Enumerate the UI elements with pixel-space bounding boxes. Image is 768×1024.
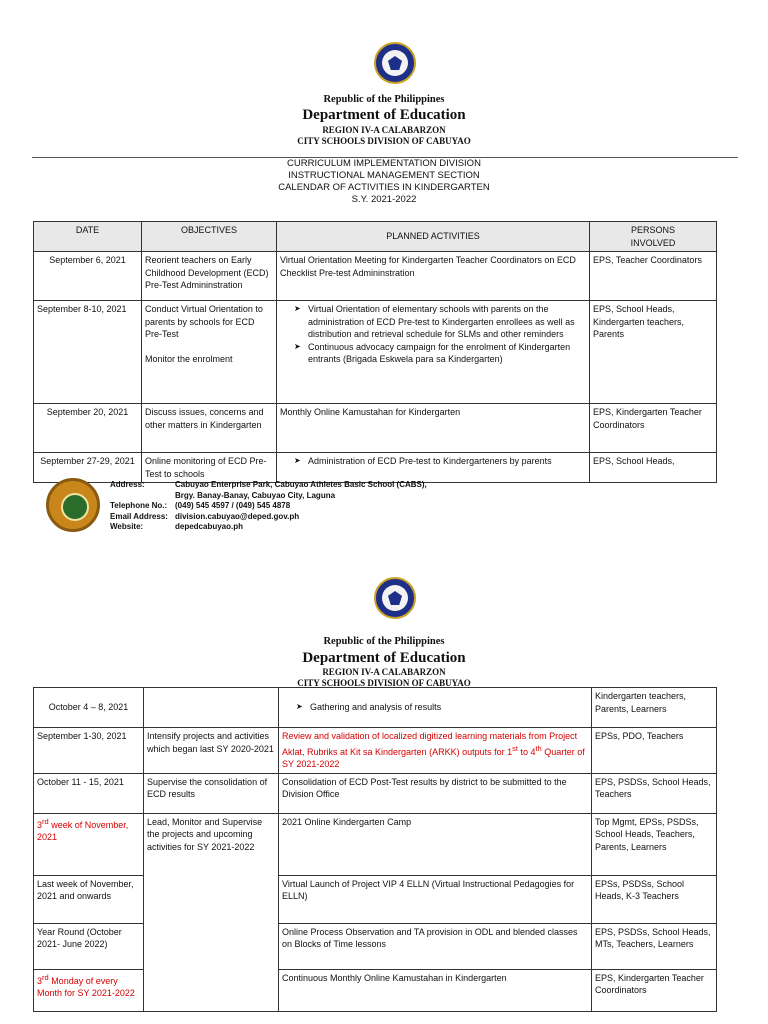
list-item: ➤ Gathering and analysis of results: [310, 701, 588, 714]
table-row: [34, 813, 717, 875]
row-persons: EPS, Kindergarten Teacher Coordinators: [592, 969, 717, 1011]
row-objective: Intensify projects and activities which began last SY 2020-2021: [144, 728, 279, 774]
row-objective: Discuss issues, concerns and other matters in Kindergarten: [142, 404, 277, 453]
row-persons: EPSs, PSDSs, School Heads, K-3 Teachers: [592, 875, 717, 923]
header-activities: PLANNED ACTIVITIES: [277, 222, 590, 252]
title-line-1: CURRICULUM IMPLEMENTATION DIVISION: [287, 158, 481, 169]
row-objective: [142, 301, 277, 404]
table-row: [34, 301, 717, 404]
deped-seal: [374, 577, 416, 619]
header-date: DATE: [34, 222, 142, 252]
row-persons: EPS, PSDSs, School Heads, Teachers: [592, 773, 717, 813]
footer-telephone: Telephone No.: (049) 545 4597 / (049) 545 4878: [110, 501, 291, 510]
department-heading: Department of Education: [302, 107, 466, 123]
row-date: September 1-30, 2021: [34, 728, 144, 774]
republic-heading: Republic of the Philippines: [323, 94, 445, 105]
footer-website: Website: depedcabuyao.ph: [110, 522, 244, 531]
row-objective: Supervise the consolidation of ECD results: [144, 773, 279, 813]
deped-seal: [374, 42, 416, 84]
row-activity: Virtual Launch of Project VIP 4 ELLN (Virtual Instructional Pedagogies for ELLN): [279, 875, 592, 923]
row-date: 3rd week of November, 2021: [34, 813, 144, 875]
row-activity: 2021 Online Kindergarten Camp: [279, 813, 592, 875]
row-persons: EPS, Kindergarten Teacher Coordinators: [590, 404, 717, 453]
row-date: October 11 - 15, 2021: [34, 773, 144, 813]
table-row: [34, 688, 717, 728]
row-objective: Lead, Monitor and Supervise the projects and upcoming activities for SY 2021-2022: [144, 813, 279, 1011]
row-date: Year Round (October 2021- June 2022): [34, 923, 144, 969]
division-footer: [46, 476, 736, 536]
republic-heading: Republic of the Philippines: [323, 636, 445, 647]
title-line-2: INSTRUCTIONAL MANAGEMENT SECTION: [288, 170, 480, 181]
row-persons: EPSs, PDO, Teachers: [592, 728, 717, 774]
table-row: [34, 875, 717, 923]
row-activity: Monthly Online Kamustahan for Kindergarten: [277, 404, 590, 453]
division-logo: [46, 478, 100, 532]
row-date: October 4 – 8, 2021: [34, 688, 144, 728]
title-line-3: CALENDAR OF ACTIVITIES IN KINDERGARTEN: [278, 182, 490, 193]
list-item: ➤ Virtual Orientation of elementary schools with parents on the administration of ECD Pre-test to Kindergarten enrollees as well as distribution and retrieval schedule for SLMs and other reminders: [308, 303, 586, 341]
division-heading: CITY SCHOOLS DIVISION OF CABUYAO: [297, 136, 471, 146]
row-date: 3rd Monday of every Month for SY 2021-2022: [34, 969, 144, 1011]
department-heading: Department of Education: [302, 650, 466, 666]
row-persons: Top Mgmt, EPSs, PSDSs, School Heads, Teachers, Parents, Learners: [592, 813, 717, 875]
activity-list: [280, 455, 586, 468]
table-row: [34, 969, 717, 1011]
activities-table-continued: [33, 687, 717, 1012]
table-row: [34, 923, 717, 969]
row-persons: EPS, PSDSs, School Heads, MTs, Teachers, Learners: [592, 923, 717, 969]
table-row: [34, 728, 717, 774]
region-heading: REGION IV-A CALABARZON: [322, 125, 446, 135]
row-activity: Review and validation of localized digitized learning materials from Project Aklat, Rubriks at Kit sa Kindergarten (ARKK) outputs for 1st to 4th Quarter of SY 2021-2022: [279, 728, 592, 774]
row-date: September 8-10, 2021: [34, 301, 142, 404]
row-date: September 27-29, 2021: [34, 453, 142, 483]
table-row: [34, 252, 717, 301]
footer-email: Email Address: division.cabuyao@deped.gov.ph: [110, 511, 300, 521]
activity-list: [282, 701, 588, 714]
row-date: September 20, 2021: [34, 404, 142, 453]
activities-table: [33, 221, 717, 483]
header-persons: PERSONS INVOLVED: [590, 222, 717, 252]
footer-address-line-2: Brgy. Banay-Banay, Cabuyao City, Laguna: [175, 490, 336, 500]
list-item: ➤ Administration of ECD Pre-test to Kindergarteners by parents: [308, 455, 586, 468]
table-header-row: [34, 222, 717, 252]
table-row: [34, 773, 717, 813]
row-objective: [144, 688, 279, 728]
division-heading: CITY SCHOOLS DIVISION OF CABUYAO: [297, 678, 471, 688]
row-objective: Online monitoring of ECD Pre-Test to schools: [142, 453, 277, 483]
row-activity: Virtual Orientation Meeting for Kindergarten Teacher Coordinators on ECD Checklist Pre-test Admininstration: [277, 252, 590, 301]
row-activity: Consolidation of ECD Post-Test results by district to be submitted to the Division Office: [279, 773, 592, 813]
row-activity: [277, 301, 590, 404]
row-persons: EPS, Teacher Coordinators: [590, 252, 717, 301]
list-item: ➤ Continuous advocacy campaign for the enrolment of Kindergarten entrants (Brigada Eskwela para sa Kindergarten): [308, 341, 586, 366]
row-persons: Kindergarten teachers, Parents, Learners: [592, 688, 717, 728]
row-activity: [279, 688, 592, 728]
row-date: Last week of November, 2021 and onwards: [34, 875, 144, 923]
region-heading: REGION IV-A CALABARZON: [322, 667, 446, 677]
objective-text: Monitor the enrolment: [145, 353, 233, 364]
row-activity: Continuous Monthly Online Kamustahan in Kindergarten: [279, 969, 592, 1011]
row-activity: Online Process Observation and TA provision in ODL and blended classes on Blocks of Time lessons: [279, 923, 592, 969]
row-persons: EPS, School Heads,: [590, 453, 717, 483]
footer-address: Address: Cabuyao Enterprise Park, Cabuyao Athletes Basic School (CABS),: [110, 480, 427, 489]
row-date: September 6, 2021: [34, 252, 142, 301]
row-persons: EPS, School Heads, Kindergarten teachers, Parents: [590, 301, 717, 404]
title-line-4: S.Y. 2021-2022: [351, 194, 417, 205]
row-objective: Reorient teachers on Early Childhood Development (ECD) Pre-Test Admininstration: [142, 252, 277, 301]
objective-text: Conduct Virtual Orientation to parents by schools for ECD Pre-Test: [145, 304, 263, 339]
table-row: [34, 404, 717, 453]
header-objectives: OBJECTIVES: [142, 222, 277, 252]
activity-list: [280, 303, 586, 366]
